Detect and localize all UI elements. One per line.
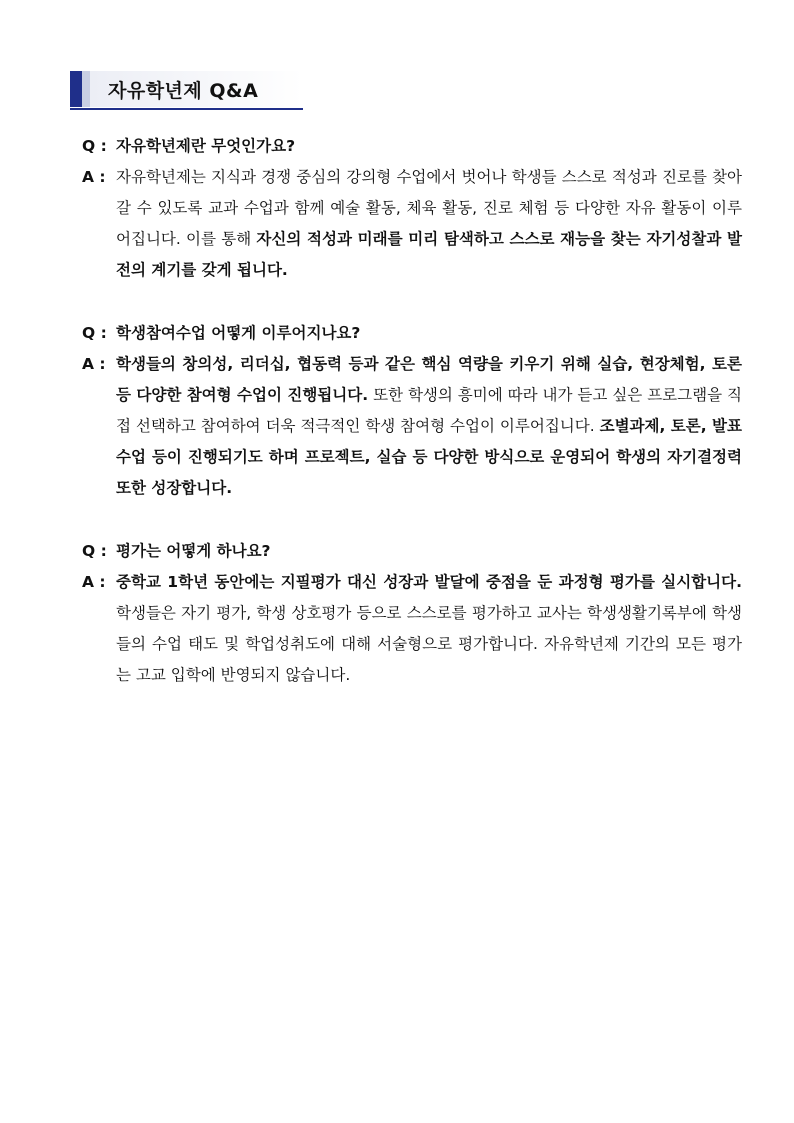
page-title: 자유학년제 Q&A	[108, 80, 259, 102]
question-row	[82, 536, 742, 567]
qa-item	[82, 536, 742, 691]
answer-label: A :	[82, 168, 106, 186]
qa-item	[82, 318, 742, 504]
question-text: 학생참여수업 어떻게 이루어지나요?	[116, 324, 361, 342]
question-label: Q :	[82, 542, 107, 560]
answer-label: A :	[82, 355, 106, 373]
answer-segment-bold: 자신의 적성과 미래를 미리 탐색하고 스스로 재능을 찾는 자기성찰과 발전의 계기를 갖게 됩니다.	[116, 230, 742, 279]
question-row	[82, 318, 742, 349]
answer-segment-bold: 중학교 1학년 동안에는 지필평가 대신 성장과 발달에 중점을 둔 과정형 평가를 실시합니다.	[116, 573, 742, 591]
question-label: Q :	[82, 324, 107, 342]
question-row	[82, 131, 742, 162]
answer-segment: 자유학년제는 지식과 경쟁 중심의 강의형 수업에서 벗어나 학생들 스스로 적성과 진로를 찾아갈 수 있도록 교과 수업과 함께 예술 활동, 체육 활동, 진로 체험 등 다양한 자유 활동이 이루어집니다. 이를 통해	[116, 168, 742, 248]
answer-segment: 또한 학생의 흥미에 따라 내가 듣고 싶은 프로그램을 직접 선택하고 참여하여 더욱 적극적인 학생 참여형 수업이 이루어집니다.	[116, 386, 742, 435]
title-accent-light-bar	[82, 71, 90, 107]
answer-segment: 학생들은 자기 평가, 학생 상호평가 등으로 스스로를 평가하고 교사는 학생생활기록부에 학생들의 수업 태도 및 학업성취도에 대해 서술형으로 평가합니다. 자유학년제 기간의 모든 평가는 고교 입학에 반영되지 않습니다.	[116, 604, 742, 684]
answer-segment-bold: 학생들의 창의성, 리더십, 협동력 등과 같은 핵심 역량을 키우기 위해 실습, 현장체험, 토론 등 다양한 참여형 수업이 진행됩니다.	[116, 355, 742, 404]
answer-text	[116, 162, 742, 286]
answer-row	[82, 349, 742, 504]
question-text: 자유학년제란 무엇인가요?	[116, 137, 296, 155]
answer-segment-bold: 조별과제, 토론, 발표 수업 등이 진행되기도 하며 프로젝트, 실습 등 다양한 방식으로 운영되어 학생의 자기결정력 또한 성장합니다.	[116, 417, 742, 497]
answer-row	[82, 567, 742, 691]
answer-row	[82, 162, 742, 286]
answer-text	[116, 349, 742, 504]
answer-text	[116, 567, 742, 691]
qa-item	[82, 131, 742, 286]
title-underline	[70, 108, 303, 110]
section-title-box	[70, 71, 303, 110]
qa-list	[82, 131, 742, 723]
question-text: 평가는 어떻게 하나요?	[116, 542, 271, 560]
title-accent-bar	[70, 71, 82, 107]
question-label: Q :	[82, 137, 107, 155]
answer-label: A :	[82, 573, 106, 591]
